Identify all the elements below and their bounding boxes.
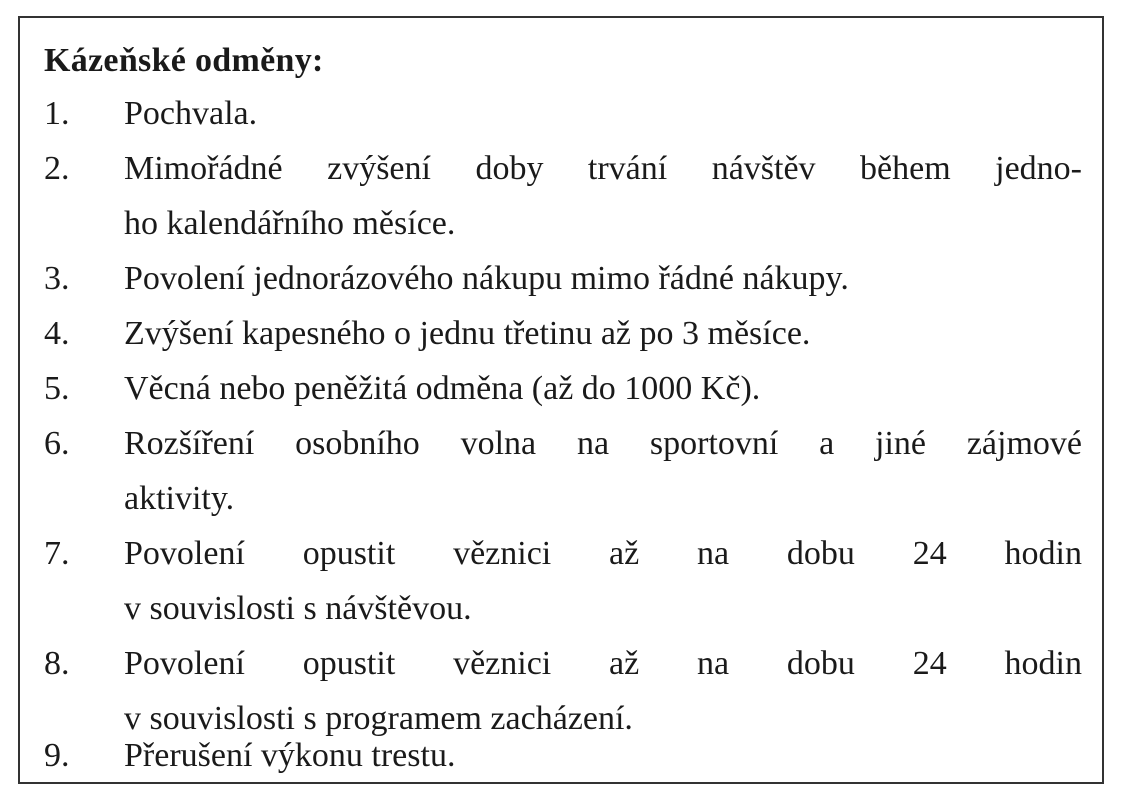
item-number: 3. [44, 260, 70, 297]
item-text: Věcná nebo peněžitá odměna (až do 1000 Kč). [124, 370, 761, 407]
rewards-box [18, 16, 1104, 784]
item-text: Povolení jednorázového nákupu mimo řádné nákupy. [124, 260, 849, 297]
item-text: Rozšíření osobního volna na sportovní a jiné zájmové [124, 425, 1082, 462]
item-text: Povolení opustit věznici až na dobu 24 hodin [124, 535, 1082, 572]
item-text-continued: ho kalendářního měsíce. [124, 205, 456, 242]
item-text: Pochvala. [124, 95, 258, 132]
box-heading: Kázeňské odměny: [44, 42, 324, 79]
item-number: 1. [44, 95, 70, 132]
item-text: Mimořádné zvýšení doby trvání návštěv během jedno- [124, 150, 1082, 187]
item-text: Povolení opustit věznici až na dobu 24 hodin [124, 645, 1082, 682]
item-number: 9. [44, 737, 70, 774]
item-number: 7. [44, 535, 70, 572]
item-number: 6. [44, 425, 70, 462]
item-text-continued: v souvislosti s návštěvou. [124, 590, 472, 627]
item-text-continued: aktivity. [124, 480, 235, 517]
item-number: 8. [44, 645, 70, 682]
item-number: 4. [44, 315, 70, 352]
item-text: Zvýšení kapesného o jednu třetinu až po 3 měsíce. [124, 315, 811, 352]
item-number: 2. [44, 150, 70, 187]
item-text: Přerušení výkonu trestu. [124, 737, 456, 774]
item-number: 5. [44, 370, 70, 407]
item-text-continued: v souvislosti s programem zacházení. [124, 700, 633, 737]
